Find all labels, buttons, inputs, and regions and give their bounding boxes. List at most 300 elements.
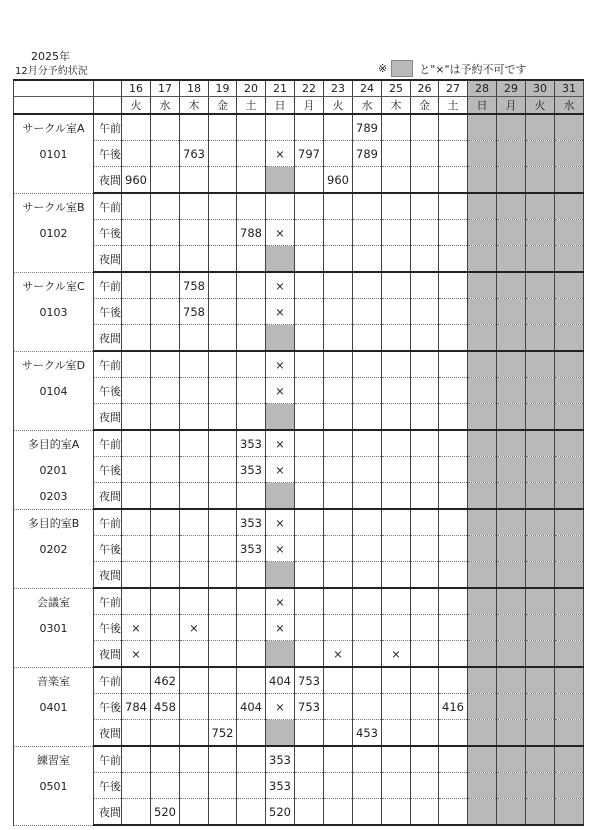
reservation-cell[interactable] [382,404,411,431]
reservation-cell[interactable] [122,773,151,799]
reservation-cell[interactable] [295,720,324,747]
reservation-cell[interactable] [468,694,497,720]
reservation-cell[interactable] [555,615,584,641]
reservation-cell[interactable] [411,404,439,431]
reservation-cell[interactable] [266,193,295,220]
unavailable-mark[interactable]: × [266,430,295,457]
reservation-cell[interactable] [497,536,526,562]
reservation-cell[interactable] [324,430,353,457]
reservation-cell[interactable] [122,272,151,299]
reservation-cell[interactable] [180,562,209,589]
reservation-cell[interactable] [122,667,151,694]
reservation-cell[interactable] [151,404,180,431]
reservation-cell[interactable] [497,483,526,510]
reservation-cell[interactable] [468,562,497,589]
reservation-cell[interactable] [468,114,497,141]
reservation-cell[interactable] [439,536,468,562]
reservation-cell[interactable] [180,325,209,352]
reservation-cell[interactable] [324,141,353,167]
reservation-cell[interactable] [151,114,180,141]
reservation-cell[interactable] [439,220,468,246]
reservation-cell[interactable] [555,799,584,826]
reservation-cell[interactable] [180,378,209,404]
reservation-cell[interactable] [497,351,526,378]
reservation-cell[interactable] [180,720,209,747]
reservation-cell[interactable] [497,299,526,325]
reservation-cell[interactable] [382,562,411,589]
reservation-cell[interactable] [209,141,237,167]
reservation-cell[interactable] [151,246,180,273]
reservation-cell[interactable] [353,167,382,194]
reservation-value[interactable]: 458 [151,694,180,720]
reservation-cell[interactable] [411,220,439,246]
reservation-cell[interactable] [411,509,439,536]
reservation-cell[interactable] [497,615,526,641]
reservation-cell[interactable] [324,351,353,378]
unavailable-mark[interactable]: × [266,299,295,325]
reservation-cell[interactable] [295,509,324,536]
reservation-cell[interactable] [209,694,237,720]
reservation-cell[interactable] [497,588,526,615]
reservation-cell[interactable] [122,404,151,431]
reservation-cell[interactable] [526,799,555,826]
reservation-cell[interactable] [411,562,439,589]
reservation-cell[interactable] [122,220,151,246]
unavailable-mark[interactable]: × [266,457,295,483]
reservation-cell[interactable] [468,773,497,799]
reservation-cell[interactable] [324,746,353,773]
reservation-cell[interactable] [209,588,237,615]
reservation-cell[interactable] [555,141,584,167]
reservation-cell[interactable] [209,641,237,668]
reservation-cell[interactable] [411,536,439,562]
reservation-cell[interactable] [324,299,353,325]
reservation-cell[interactable] [151,220,180,246]
reservation-cell[interactable] [122,562,151,589]
reservation-cell[interactable] [555,536,584,562]
reservation-cell[interactable] [439,167,468,194]
reservation-cell[interactable] [324,720,353,747]
reservation-cell[interactable] [266,720,295,747]
reservation-cell[interactable] [237,799,266,826]
reservation-cell[interactable] [439,483,468,510]
reservation-cell[interactable] [411,588,439,615]
reservation-cell[interactable] [353,509,382,536]
reservation-cell[interactable] [411,483,439,510]
reservation-cell[interactable] [382,483,411,510]
reservation-cell[interactable] [353,299,382,325]
reservation-cell[interactable] [555,378,584,404]
reservation-cell[interactable] [266,325,295,352]
reservation-cell[interactable] [122,430,151,457]
reservation-cell[interactable] [439,378,468,404]
reservation-cell[interactable] [555,694,584,720]
reservation-cell[interactable] [324,404,353,431]
reservation-value[interactable]: 753 [295,694,324,720]
reservation-cell[interactable] [295,799,324,826]
unavailable-mark[interactable]: × [266,272,295,299]
reservation-cell[interactable] [209,536,237,562]
reservation-cell[interactable] [468,167,497,194]
reservation-cell[interactable] [555,773,584,799]
reservation-cell[interactable] [526,746,555,773]
reservation-cell[interactable] [555,588,584,615]
reservation-cell[interactable] [439,773,468,799]
reservation-cell[interactable] [151,483,180,510]
unavailable-mark[interactable]: × [266,509,295,536]
reservation-cell[interactable] [295,378,324,404]
reservation-cell[interactable] [439,246,468,273]
reservation-cell[interactable] [382,299,411,325]
reservation-cell[interactable] [324,562,353,589]
reservation-cell[interactable] [468,378,497,404]
reservation-cell[interactable] [324,483,353,510]
reservation-value[interactable]: 758 [180,272,209,299]
unavailable-mark[interactable]: × [122,615,151,641]
reservation-cell[interactable] [497,114,526,141]
reservation-cell[interactable] [555,430,584,457]
reservation-cell[interactable] [468,141,497,167]
reservation-cell[interactable] [468,667,497,694]
reservation-cell[interactable] [295,588,324,615]
reservation-cell[interactable] [353,246,382,273]
reservation-cell[interactable] [353,773,382,799]
reservation-value[interactable]: 789 [353,141,382,167]
reservation-cell[interactable] [122,351,151,378]
reservation-cell[interactable] [382,325,411,352]
reservation-cell[interactable] [209,246,237,273]
reservation-cell[interactable] [209,799,237,826]
reservation-cell[interactable] [209,457,237,483]
reservation-cell[interactable] [122,483,151,510]
reservation-cell[interactable] [411,720,439,747]
reservation-cell[interactable] [180,430,209,457]
reservation-cell[interactable] [209,746,237,773]
reservation-cell[interactable] [555,167,584,194]
reservation-cell[interactable] [324,509,353,536]
reservation-cell[interactable] [353,536,382,562]
reservation-cell[interactable] [526,378,555,404]
reservation-cell[interactable] [295,536,324,562]
reservation-cell[interactable] [237,773,266,799]
reservation-cell[interactable] [295,773,324,799]
reservation-cell[interactable] [353,272,382,299]
reservation-cell[interactable] [122,114,151,141]
reservation-cell[interactable] [295,272,324,299]
reservation-cell[interactable] [295,641,324,668]
reservation-cell[interactable] [526,667,555,694]
reservation-cell[interactable] [295,483,324,510]
reservation-cell[interactable] [237,588,266,615]
reservation-cell[interactable] [266,483,295,510]
reservation-cell[interactable] [209,272,237,299]
reservation-cell[interactable] [353,220,382,246]
reservation-cell[interactable] [209,193,237,220]
reservation-cell[interactable] [324,114,353,141]
reservation-cell[interactable] [439,141,468,167]
unavailable-mark[interactable]: × [382,641,411,668]
reservation-cell[interactable] [526,615,555,641]
reservation-cell[interactable] [295,562,324,589]
reservation-cell[interactable] [353,430,382,457]
reservation-cell[interactable] [555,220,584,246]
reservation-cell[interactable] [526,720,555,747]
reservation-value[interactable]: 416 [439,694,468,720]
reservation-cell[interactable] [497,193,526,220]
unavailable-mark[interactable]: × [266,615,295,641]
reservation-cell[interactable] [526,457,555,483]
reservation-value[interactable]: 520 [151,799,180,826]
reservation-cell[interactable] [122,746,151,773]
reservation-cell[interactable] [237,720,266,747]
reservation-cell[interactable] [439,641,468,668]
reservation-cell[interactable] [324,272,353,299]
reservation-cell[interactable] [324,378,353,404]
reservation-cell[interactable] [497,404,526,431]
reservation-cell[interactable] [411,114,439,141]
reservation-cell[interactable] [209,667,237,694]
reservation-cell[interactable] [237,114,266,141]
reservation-cell[interactable] [382,430,411,457]
reservation-cell[interactable] [497,509,526,536]
unavailable-mark[interactable]: × [266,141,295,167]
reservation-cell[interactable] [324,325,353,352]
reservation-cell[interactable] [555,641,584,668]
reservation-cell[interactable] [151,193,180,220]
reservation-cell[interactable] [180,667,209,694]
reservation-cell[interactable] [526,536,555,562]
reservation-cell[interactable] [324,799,353,826]
reservation-cell[interactable] [209,404,237,431]
reservation-cell[interactable] [497,141,526,167]
reservation-cell[interactable] [555,351,584,378]
reservation-cell[interactable] [151,430,180,457]
reservation-cell[interactable] [180,536,209,562]
reservation-cell[interactable] [497,799,526,826]
reservation-cell[interactable] [237,562,266,589]
reservation-cell[interactable] [295,615,324,641]
reservation-cell[interactable] [353,694,382,720]
reservation-cell[interactable] [439,193,468,220]
reservation-cell[interactable] [468,351,497,378]
reservation-cell[interactable] [324,193,353,220]
reservation-cell[interactable] [353,588,382,615]
reservation-cell[interactable] [151,588,180,615]
reservation-cell[interactable] [209,220,237,246]
reservation-cell[interactable] [295,351,324,378]
unavailable-mark[interactable]: × [266,588,295,615]
reservation-cell[interactable] [209,509,237,536]
reservation-cell[interactable] [497,167,526,194]
reservation-value[interactable]: 404 [237,694,266,720]
reservation-cell[interactable] [151,378,180,404]
reservation-cell[interactable] [237,641,266,668]
reservation-cell[interactable] [382,536,411,562]
reservation-cell[interactable] [497,694,526,720]
reservation-cell[interactable] [411,746,439,773]
reservation-cell[interactable] [382,457,411,483]
reservation-value[interactable]: 404 [266,667,295,694]
reservation-cell[interactable] [382,746,411,773]
reservation-cell[interactable] [439,562,468,589]
reservation-cell[interactable] [295,457,324,483]
reservation-cell[interactable] [353,562,382,589]
reservation-cell[interactable] [555,325,584,352]
reservation-cell[interactable] [151,272,180,299]
reservation-cell[interactable] [295,193,324,220]
reservation-cell[interactable] [237,141,266,167]
reservation-cell[interactable] [468,509,497,536]
reservation-cell[interactable] [151,509,180,536]
reservation-cell[interactable] [180,773,209,799]
reservation-cell[interactable] [497,378,526,404]
reservation-cell[interactable] [411,378,439,404]
reservation-cell[interactable] [411,167,439,194]
reservation-cell[interactable] [411,773,439,799]
reservation-cell[interactable] [266,114,295,141]
reservation-cell[interactable] [266,404,295,431]
reservation-cell[interactable] [526,404,555,431]
reservation-cell[interactable] [411,351,439,378]
reservation-cell[interactable] [180,404,209,431]
reservation-cell[interactable] [122,141,151,167]
reservation-cell[interactable] [324,588,353,615]
reservation-cell[interactable] [237,272,266,299]
reservation-cell[interactable] [180,799,209,826]
reservation-cell[interactable] [497,246,526,273]
reservation-cell[interactable] [324,667,353,694]
reservation-cell[interactable] [382,694,411,720]
reservation-cell[interactable] [468,536,497,562]
reservation-cell[interactable] [439,509,468,536]
reservation-cell[interactable] [411,272,439,299]
reservation-cell[interactable] [468,746,497,773]
reservation-cell[interactable] [555,299,584,325]
reservation-cell[interactable] [382,509,411,536]
reservation-cell[interactable] [295,246,324,273]
reservation-cell[interactable] [180,641,209,668]
reservation-value[interactable]: 763 [180,141,209,167]
reservation-cell[interactable] [526,141,555,167]
reservation-cell[interactable] [411,141,439,167]
reservation-cell[interactable] [209,378,237,404]
reservation-value[interactable]: 353 [237,509,266,536]
reservation-cell[interactable] [122,799,151,826]
reservation-cell[interactable] [526,694,555,720]
reservation-cell[interactable] [122,325,151,352]
reservation-cell[interactable] [324,536,353,562]
reservation-cell[interactable] [555,272,584,299]
reservation-cell[interactable] [122,509,151,536]
reservation-cell[interactable] [266,641,295,668]
reservation-cell[interactable] [382,799,411,826]
reservation-cell[interactable] [382,667,411,694]
reservation-cell[interactable] [468,246,497,273]
reservation-cell[interactable] [497,457,526,483]
reservation-cell[interactable] [411,430,439,457]
reservation-cell[interactable] [526,773,555,799]
reservation-cell[interactable] [439,588,468,615]
reservation-cell[interactable] [468,457,497,483]
unavailable-mark[interactable]: × [266,220,295,246]
reservation-cell[interactable] [468,220,497,246]
reservation-cell[interactable] [180,509,209,536]
reservation-cell[interactable] [295,299,324,325]
reservation-cell[interactable] [468,193,497,220]
reservation-cell[interactable] [180,588,209,615]
reservation-cell[interactable] [180,746,209,773]
reservation-cell[interactable] [353,325,382,352]
reservation-cell[interactable] [411,641,439,668]
reservation-cell[interactable] [468,430,497,457]
reservation-cell[interactable] [468,483,497,510]
reservation-cell[interactable] [468,299,497,325]
reservation-cell[interactable] [353,746,382,773]
reservation-cell[interactable] [237,378,266,404]
reservation-cell[interactable] [180,114,209,141]
reservation-cell[interactable] [237,299,266,325]
reservation-cell[interactable] [555,509,584,536]
reservation-cell[interactable] [353,483,382,510]
reservation-value[interactable]: 520 [266,799,295,826]
reservation-cell[interactable] [151,562,180,589]
reservation-cell[interactable] [353,615,382,641]
reservation-cell[interactable] [324,457,353,483]
reservation-cell[interactable] [526,562,555,589]
reservation-cell[interactable] [237,325,266,352]
reservation-cell[interactable] [324,246,353,273]
reservation-cell[interactable] [122,193,151,220]
reservation-cell[interactable] [324,220,353,246]
reservation-cell[interactable] [382,193,411,220]
reservation-cell[interactable] [324,694,353,720]
reservation-cell[interactable] [295,114,324,141]
reservation-cell[interactable] [555,720,584,747]
reservation-cell[interactable] [237,483,266,510]
unavailable-mark[interactable]: × [122,641,151,668]
reservation-cell[interactable] [237,167,266,194]
reservation-cell[interactable] [382,246,411,273]
reservation-value[interactable]: 353 [237,457,266,483]
reservation-cell[interactable] [151,746,180,773]
reservation-cell[interactable] [497,667,526,694]
reservation-value[interactable]: 753 [295,667,324,694]
reservation-cell[interactable] [555,114,584,141]
reservation-cell[interactable] [353,641,382,668]
reservation-value[interactable]: 353 [237,536,266,562]
reservation-cell[interactable] [151,773,180,799]
unavailable-mark[interactable]: × [266,378,295,404]
reservation-cell[interactable] [122,299,151,325]
reservation-cell[interactable] [382,588,411,615]
reservation-cell[interactable] [526,246,555,273]
reservation-cell[interactable] [209,483,237,510]
reservation-cell[interactable] [468,588,497,615]
reservation-cell[interactable] [353,457,382,483]
reservation-cell[interactable] [353,193,382,220]
reservation-cell[interactable] [439,272,468,299]
reservation-cell[interactable] [439,299,468,325]
reservation-cell[interactable] [497,773,526,799]
reservation-cell[interactable] [468,325,497,352]
reservation-cell[interactable] [555,193,584,220]
reservation-cell[interactable] [180,351,209,378]
reservation-cell[interactable] [151,720,180,747]
reservation-cell[interactable] [151,351,180,378]
reservation-cell[interactable] [497,562,526,589]
reservation-cell[interactable] [295,220,324,246]
unavailable-mark[interactable]: × [266,351,295,378]
